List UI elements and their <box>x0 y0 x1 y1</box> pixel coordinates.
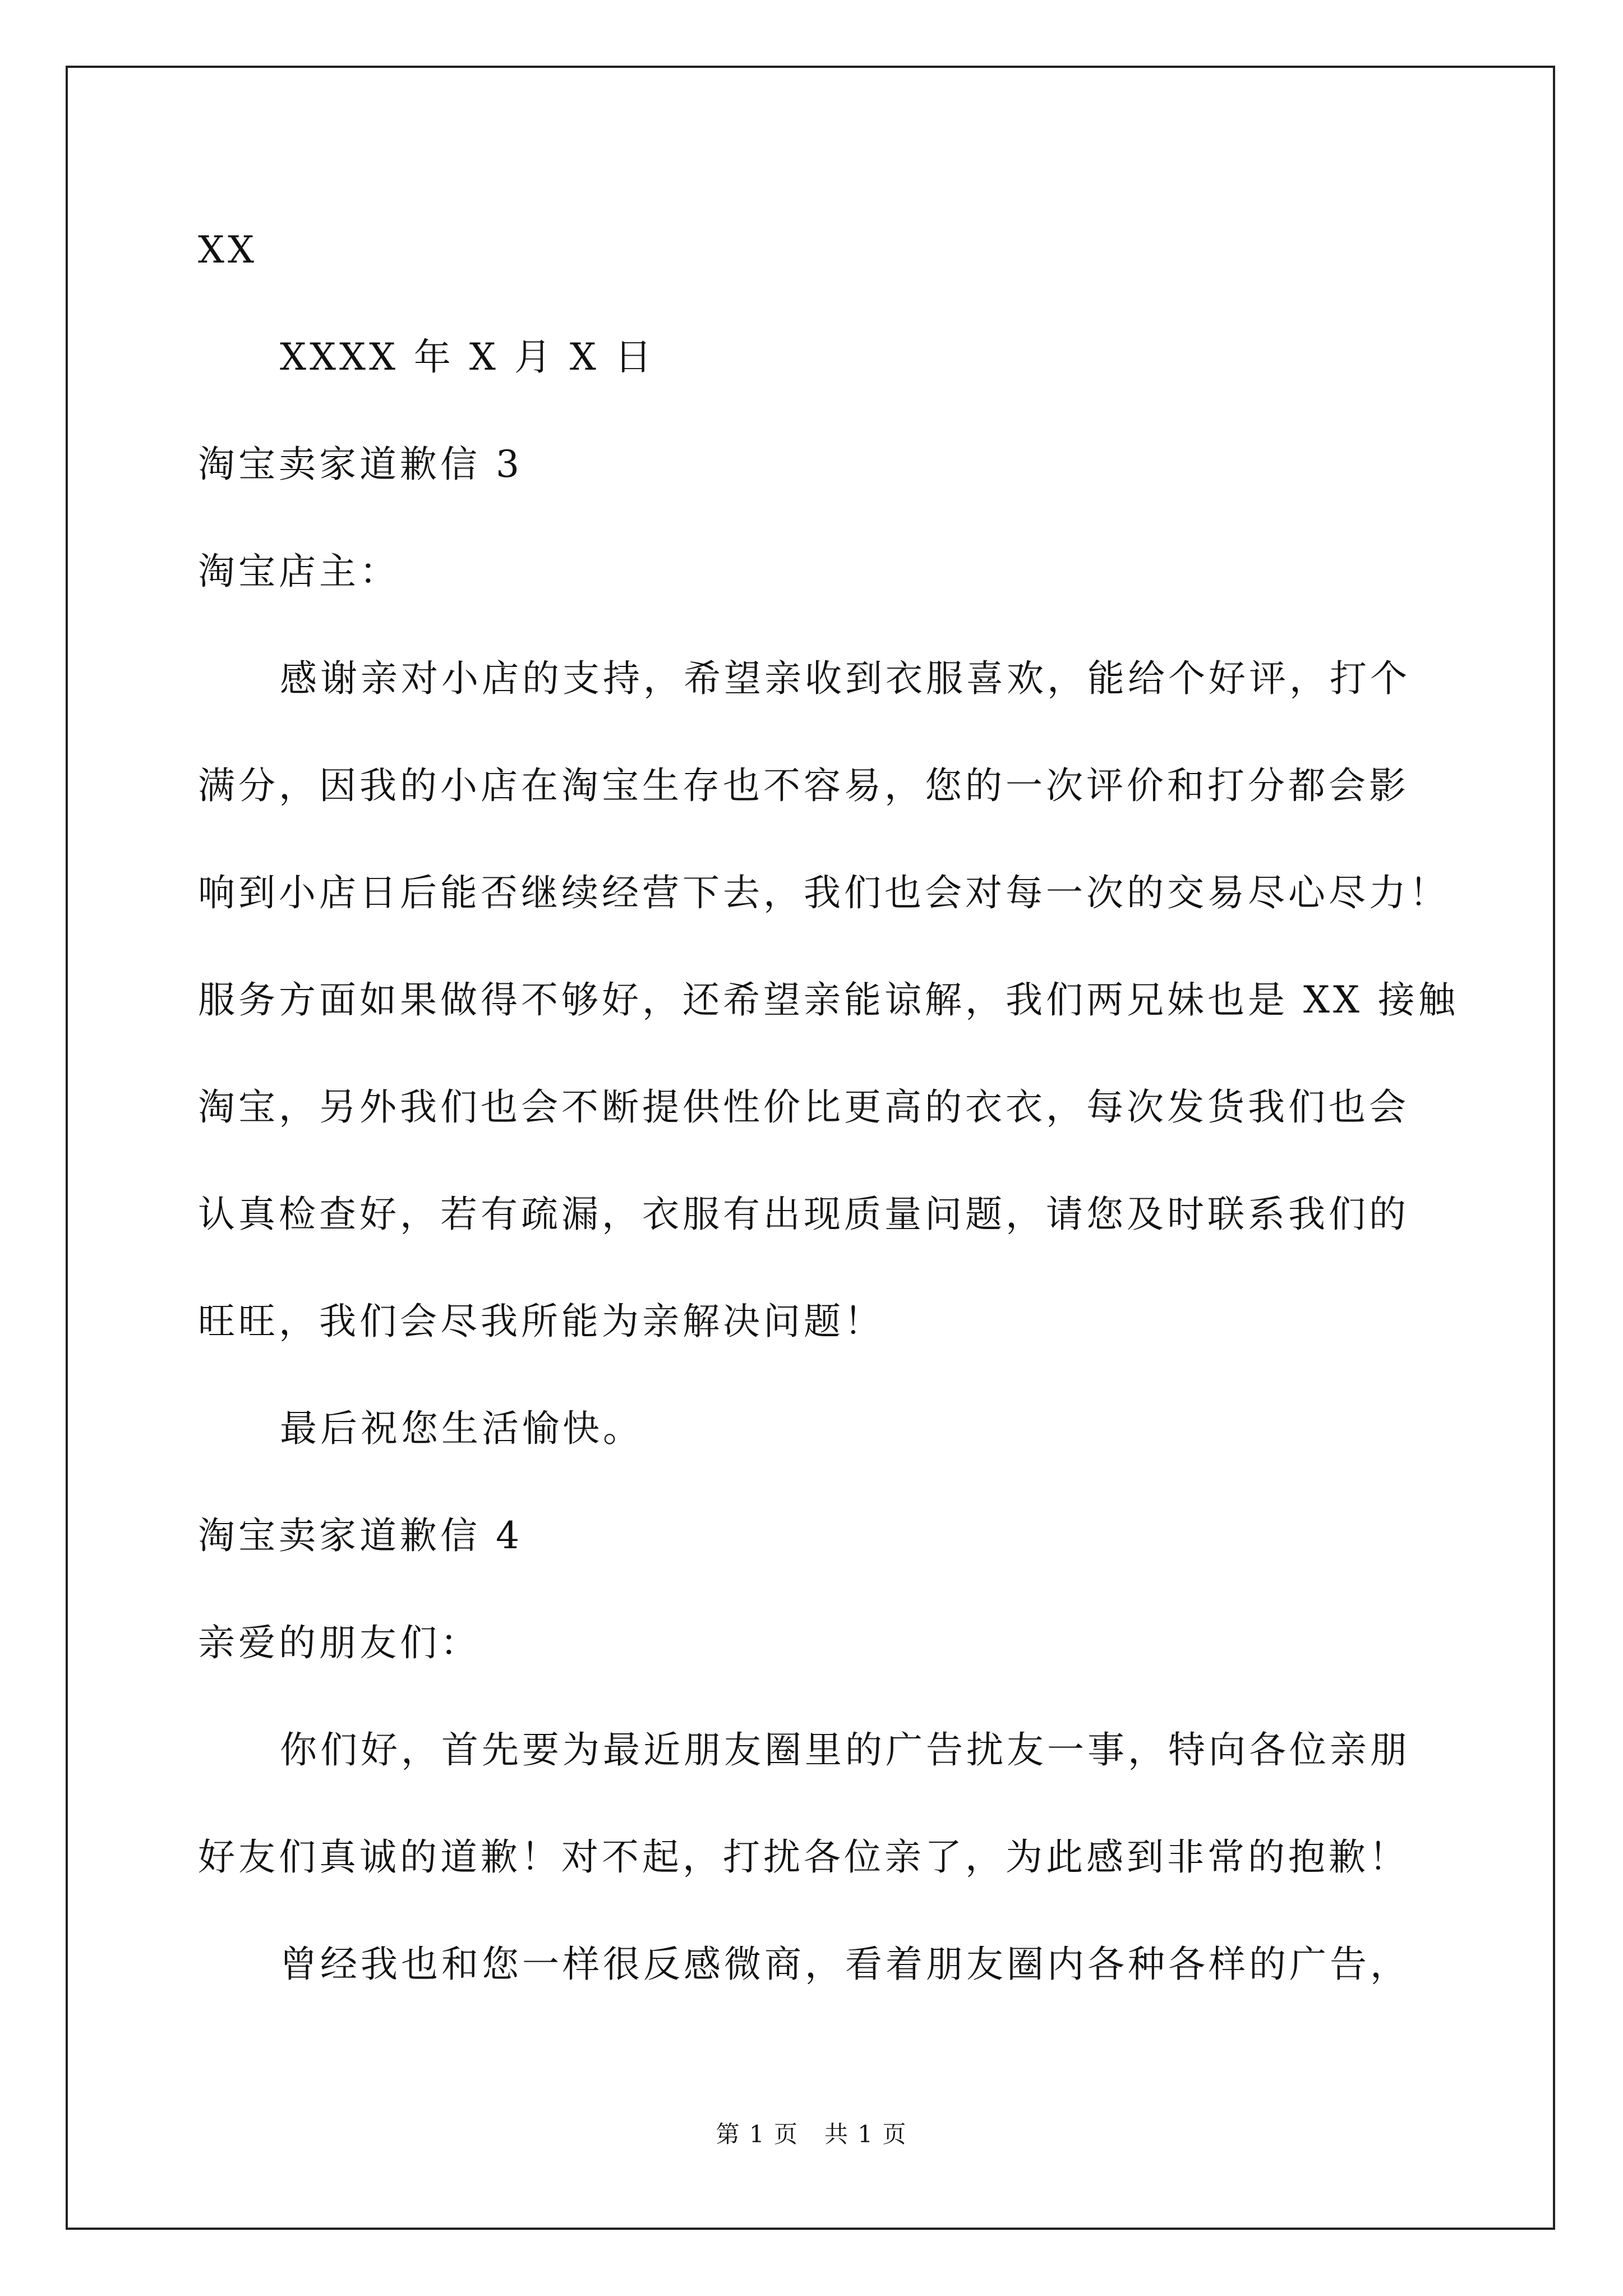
letter-3-body-line: 认真检查好，若有疏漏，衣服有出现质量问题，请您及时联系我们的 <box>198 1193 1409 1236</box>
letter-3-body-line: 服务方面如果做得不够好，还希望亲能谅解，我们两兄妹也是 XX 接触 <box>198 978 1459 1022</box>
letter-3-title: 淘宝卖家道歉信 3 <box>198 443 523 486</box>
letter-4-title: 淘宝卖家道歉信 4 <box>198 1514 523 1557</box>
letter-4-body-line: 好友们真诚的道歉！对不起，打扰各位亲了，为此感到非常的抱歉！ <box>198 1835 1409 1879</box>
letter-3-body-line: 旺旺，我们会尽我所能为亲解决问题！ <box>198 1300 884 1343</box>
letter-3-closing: 最后祝您生活愉快。 <box>280 1407 643 1450</box>
page-footer: 第 1 页 共 1 页 <box>716 2120 907 2148</box>
letter-4-body-line: 曾经我也和您一样很反感微商，看着朋友圈内各种各样的广告， <box>280 1943 1410 1986</box>
letter-3-salutation: 淘宝店主： <box>198 550 400 593</box>
letter-4-salutation: 亲爱的朋友们： <box>198 1621 481 1664</box>
letter-4-body-line: 你们好，首先要为最近朋友圈里的广告扰友一事，特向各位亲朋 <box>280 1728 1410 1772</box>
page-border <box>66 66 1555 2230</box>
letter-3-body-line: 响到小店日后能否继续经营下去，我们也会对每一次的交易尽心尽力！ <box>198 871 1450 914</box>
letter-3-body-line: 淘宝，另外我们也会不断提供性价比更高的衣衣，每次发货我们也会 <box>198 1085 1409 1129</box>
letter-3-body-line: 感谢亲对小店的支持，希望亲收到衣服喜欢，能给个好评，打个 <box>280 657 1410 700</box>
letter-3-body-line: 满分，因我的小店在淘宝生存也不容易，您的一次评价和打分都会影 <box>198 764 1409 807</box>
signature-name: XX <box>198 228 257 272</box>
signature-date: XXXX 年 X 月 X 日 <box>280 335 655 379</box>
